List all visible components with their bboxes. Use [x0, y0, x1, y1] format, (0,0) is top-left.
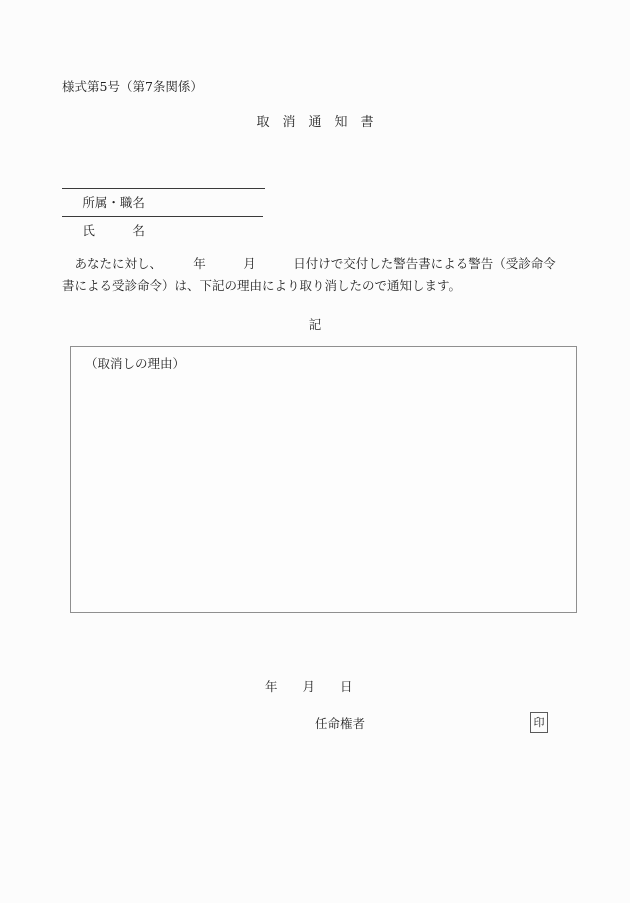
body-line-2: 書による受診命令）は、下記の理由により取り消したので通知します。	[62, 278, 462, 293]
record-marker: 記	[308, 317, 322, 332]
date-line: 年 月 日	[265, 679, 353, 694]
page-title: 取 消 通 知 書	[256, 115, 374, 130]
reason-box-label: （取消しの理由）	[85, 356, 186, 371]
seal-box	[530, 712, 548, 733]
affiliation-field	[62, 173, 265, 210]
body-line-1: あなたに対し、 年 月 日付けで交付した警告書による警告（受診命令	[62, 256, 556, 271]
form-number: 様式第5号（第7条関係）	[62, 79, 203, 94]
reason-box	[70, 346, 577, 613]
signer-label: 任命権者	[315, 716, 366, 731]
name-label: 氏 名	[82, 223, 145, 238]
name-field	[62, 201, 263, 238]
seal-mark: 印	[533, 716, 545, 729]
affiliation-label: 所属・職名	[82, 195, 145, 210]
